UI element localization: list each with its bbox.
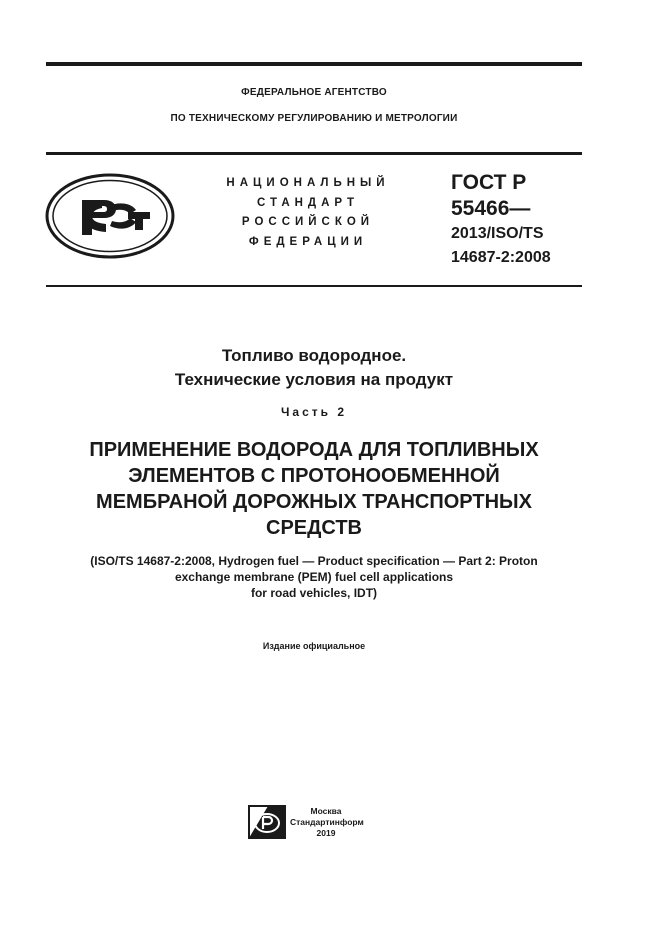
designation-line-3: 2013/ISO/TS — [451, 225, 544, 242]
publisher-year: 2019 — [316, 828, 336, 838]
top-rule — [46, 62, 582, 66]
designation-line-4: 14687-2:2008 — [451, 249, 551, 266]
publisher-name: Стандартинформ — [290, 817, 364, 827]
gost-logo-icon — [44, 172, 176, 260]
designation-line-2: 55466— — [451, 197, 531, 220]
designation-line-1: ГОСТ Р — [451, 171, 527, 194]
russian-title — [46, 344, 582, 392]
standartinform-logo-icon — [248, 805, 286, 839]
standard-type-line-3: РОССИЙСКОЙ — [241, 216, 375, 228]
standard-type-line-4: ФЕДЕРАЦИИ — [248, 236, 368, 248]
standard-type-line-1: НАЦИОНАЛЬНЫЙ — [226, 177, 390, 189]
english-title-line-3: for road vehicles, IDT) — [250, 586, 378, 600]
main-title-line-3: МЕМБРАНОЙ ДОРОЖНЫХ ТРАНСПОРТНЫХ — [96, 491, 532, 513]
russian-title-line-1: Топливо водородное. — [221, 346, 407, 365]
english-title — [46, 553, 582, 601]
standard-type-line-2: СТАНДАРТ — [257, 197, 359, 209]
russian-title-line-2: Технические условия на продукт — [174, 370, 454, 389]
agency-name-line-1: ФЕДЕРАЛЬНОЕ АГЕНТСТВО — [241, 87, 387, 98]
lower-rule — [46, 285, 582, 287]
english-title-line-1: (ISO/TS 14687-2:2008, Hydrogen fuel — Product specification — Part 2: Proton — [90, 554, 538, 568]
main-title-line-4: СРЕДСТВ — [266, 517, 362, 539]
part-label: Часть 2 — [280, 405, 348, 419]
publisher-city: Москва — [310, 806, 342, 816]
middle-rule — [46, 152, 582, 155]
main-title-line-1: ПРИМЕНЕНИЕ ВОДОРОДА ДЛЯ ТОПЛИВНЫХ — [89, 439, 539, 461]
main-title-line-2: ЭЛЕМЕНТОВ С ПРОТОНООБМЕННОЙ — [128, 465, 500, 487]
english-title-line-2: exchange membrane (PEM) fuel cell applications — [174, 570, 454, 584]
standard-designation — [451, 170, 551, 270]
publisher-info — [290, 806, 362, 839]
edition-label: Издание официальное — [262, 641, 366, 651]
agency-name-line-2: ПО ТЕХНИЧЕСКОМУ РЕГУЛИРОВАНИЮ И МЕТРОЛОГИИ — [170, 113, 458, 124]
main-title — [46, 437, 582, 541]
